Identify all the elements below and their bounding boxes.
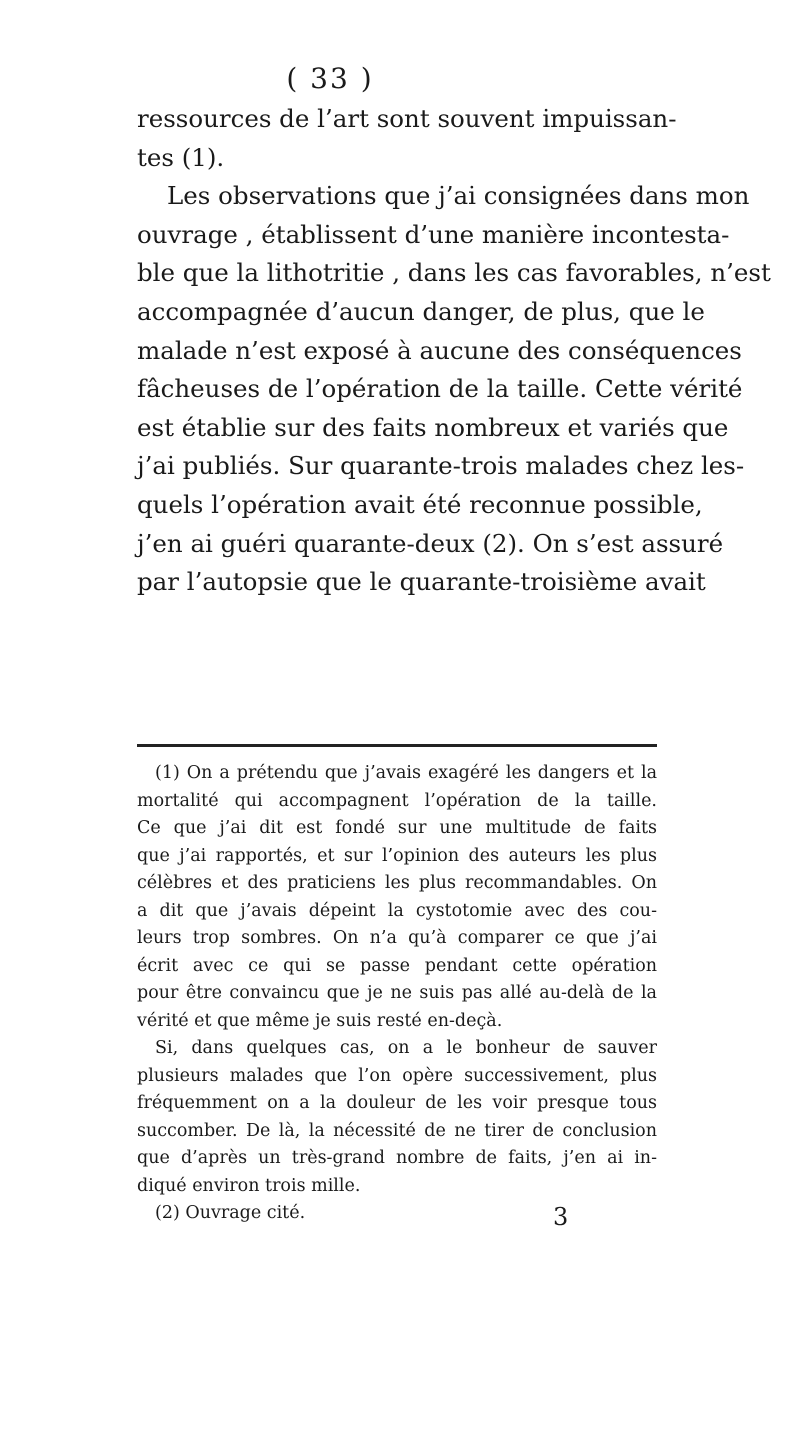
text-line: par l’autopsie que le quarante-troisième avait: [137, 567, 706, 597]
footnote-line: succomber. De là, la nécessité de ne tirer de conclusion: [137, 1120, 657, 1141]
signature-mark: 3: [553, 1203, 569, 1231]
footnote-line: a dit que j’avais dépeint la cystotomie avec des cou-: [137, 900, 657, 921]
footnote-line: pour être convaincu que je ne suis pas allé au-delà de la: [137, 983, 657, 1003]
footnote-rule: [137, 744, 657, 747]
text-line: quels l’opération avait été reconnue possible,: [137, 489, 703, 519]
text-line: fâcheuses de l’opération de la taille. Cette vérité: [137, 374, 743, 404]
footnote-line: célèbres et des praticiens les plus recommandables. On: [137, 873, 657, 893]
text-line: tes (1).: [137, 142, 225, 172]
text-line: accompagnée d’aucun danger, de plus, que le: [137, 296, 705, 326]
text-line: malade n’est exposé à aucune des conséquences: [137, 335, 742, 365]
footnote-line: que j’ai rapportés, et sur l’opinion des auteurs les plus: [137, 845, 657, 866]
text-line: est établie sur des faits nombreux et variés que: [137, 412, 729, 442]
main-text: [137, 100, 771, 602]
text-line: j’ai publiés. Sur quarante-trois malades chez les-: [137, 451, 745, 481]
text-line: j’en ai guéri quarante-deux (2). On s’est assuré: [137, 528, 724, 558]
text-line: ble que la lithotritie , dans les cas favorables, n’est: [137, 258, 771, 288]
page-number: ( 33 ): [286, 62, 374, 95]
text-line: ouvrage , établissent d’une manière incontesta-: [137, 219, 730, 249]
footnote-line: Ce que j’ai dit est fondé sur une multitude de faits: [137, 818, 657, 838]
text-line: Les observations que j’ai consignées dans mon: [167, 181, 750, 211]
footnote-line: fréquemment on a la douleur de les voir presque tous: [137, 1093, 657, 1113]
footnote-line: plusieurs malades que l’on opère successivement, plus: [137, 1065, 657, 1086]
footnote-line: vérité et que même je suis resté en-deçà.: [137, 1010, 503, 1031]
footnotes: [137, 760, 657, 1228]
footnote-line: que d’après un très-grand nombre de faits, j’en ai in-: [137, 1148, 657, 1168]
footnote-line: écrit avec ce qui se passe pendant cette opération: [137, 955, 657, 976]
footnote-line: (1) On a prétendu que j’avais exagéré les dangers et la: [155, 763, 657, 783]
footnote-line: mortalité qui accompagnent l’opération de la taille.: [137, 790, 657, 811]
text-line: ressources de l’art sont souvent impuissan-: [137, 104, 677, 133]
footnote-line: diqué environ trois mille.: [137, 1175, 361, 1196]
footnote-line: Si, dans quelques cas, on a le bonheur de sauver: [155, 1038, 657, 1058]
footnote-line: (2) Ouvrage cité.: [155, 1203, 306, 1223]
footnote-line: leurs trop sombres. On n’a qu’à comparer ce que j’ai: [137, 928, 657, 948]
